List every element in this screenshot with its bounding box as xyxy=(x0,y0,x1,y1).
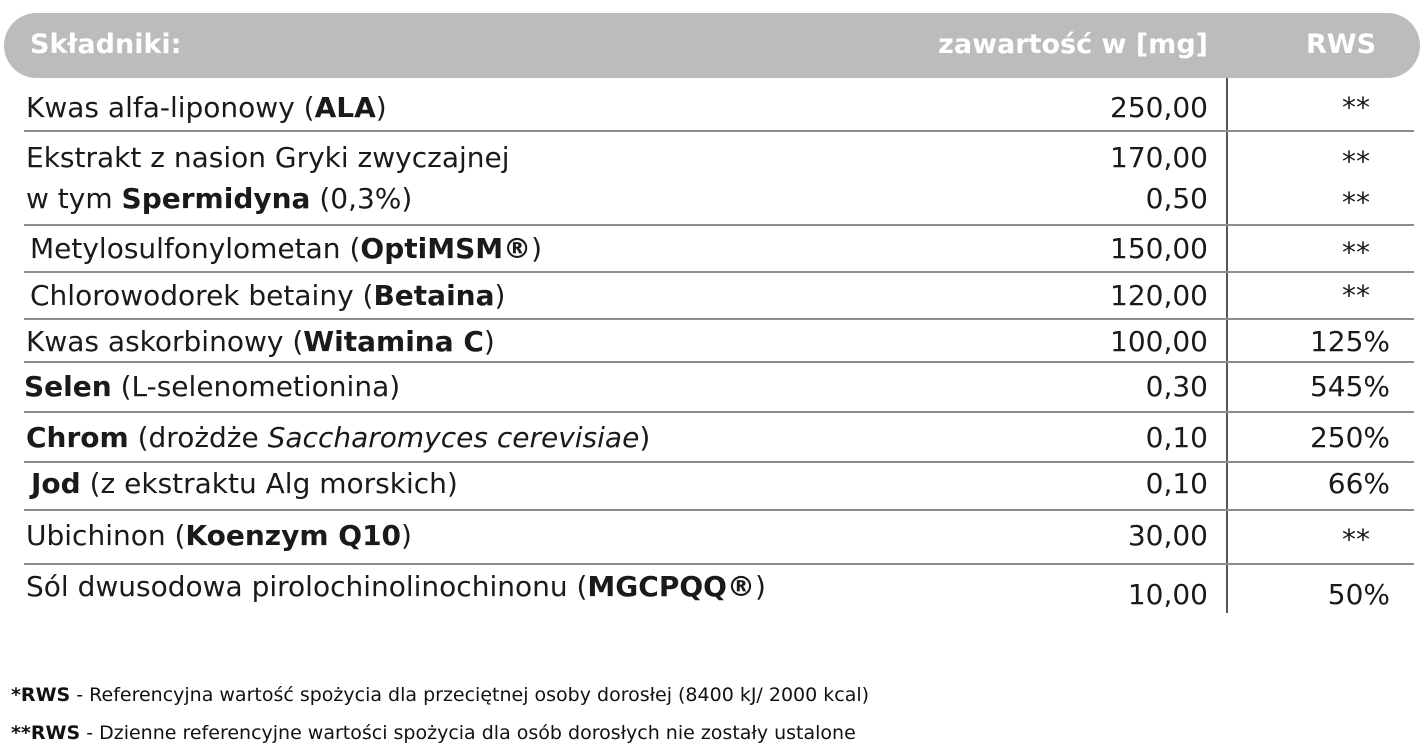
table-row xyxy=(0,273,1426,320)
ingredient-amount: 30,00 xyxy=(1127,519,1208,552)
table-row xyxy=(0,132,1426,226)
ingredient-rws: ** xyxy=(1342,236,1370,269)
ingredient-rws: 66% xyxy=(1327,467,1390,500)
ingredient-rws: ** xyxy=(1342,523,1370,556)
table-row xyxy=(0,413,1426,463)
ingredient-name: Chrom (drożdże Saccharomyces cerevisiae) xyxy=(26,421,651,454)
table-row xyxy=(0,363,1426,413)
table-row xyxy=(0,320,1426,363)
ingredient-name: Jod (z ekstraktu Alg morskich) xyxy=(31,467,458,500)
table-row xyxy=(0,511,1426,565)
ingredient-rws: ** xyxy=(1342,91,1370,124)
ingredient-rws: 545% xyxy=(1309,370,1390,403)
ingredient-name: Selen (L-selenometionina) xyxy=(24,370,401,403)
ingredient-name: Ubichinon (Koenzym Q10) xyxy=(26,519,412,552)
footnote-rws: *RWS - Referencyjna wartość spożycia dla przeciętnej osoby dorosłej (8400 kJ/ 2000 kcal) xyxy=(11,684,870,706)
footnote-rws-undetermined: **RWS - Dzienne referencyjne wartości spożycia dla osób dorosłych nie zostały ustalone xyxy=(11,722,856,744)
table-row xyxy=(0,565,1426,613)
ingredient-name: Ekstrakt z nasion Gryki zwyczajnej xyxy=(26,141,510,174)
ingredient-amount: 0,10 xyxy=(1145,467,1208,500)
ingredient-name: Kwas alfa-liponowy (ALA) xyxy=(26,91,387,124)
ingredient-amount: 10,00 xyxy=(1127,578,1208,611)
table-row xyxy=(0,78,1426,132)
ingredient-rws: ** xyxy=(1342,186,1370,219)
ingredient-amount: 250,00 xyxy=(1110,91,1208,124)
table-row xyxy=(0,463,1426,511)
ingredient-rws: ** xyxy=(1342,279,1370,312)
ingredient-name: Sól dwusodowa pirolochinolinochinonu (MGCPQQ®) xyxy=(26,570,766,603)
ingredient-name: Kwas askorbinowy (Witamina C) xyxy=(26,325,495,358)
ingredient-rws: 50% xyxy=(1327,578,1390,611)
ingredient-name: w tym Spermidyna (0,3%) xyxy=(26,182,413,215)
table-row xyxy=(0,226,1426,273)
rws-column-header: RWS xyxy=(1306,29,1377,60)
ingredient-amount: 150,00 xyxy=(1110,232,1208,265)
ingredient-name: Chlorowodorek betainy (Betaina) xyxy=(30,279,506,312)
ingredient-amount: 0,10 xyxy=(1145,421,1208,454)
ingredient-rws: 250% xyxy=(1309,421,1390,454)
ingredient-name: Metylosulfonylometan (OptiMSM®) xyxy=(30,232,543,265)
amount-column-header: zawartość w [mg] xyxy=(938,29,1208,60)
ingredient-amount: 120,00 xyxy=(1110,279,1208,312)
ingredients-column-header: Składniki: xyxy=(30,29,182,60)
ingredient-amount: 170,00 xyxy=(1110,141,1208,174)
ingredient-amount: 0,30 xyxy=(1145,370,1208,403)
ingredient-rws: 125% xyxy=(1309,325,1390,358)
ingredient-amount: 0,50 xyxy=(1145,182,1208,215)
table-header xyxy=(4,13,1420,78)
ingredient-rws: ** xyxy=(1342,145,1370,178)
ingredient-amount: 100,00 xyxy=(1110,325,1208,358)
